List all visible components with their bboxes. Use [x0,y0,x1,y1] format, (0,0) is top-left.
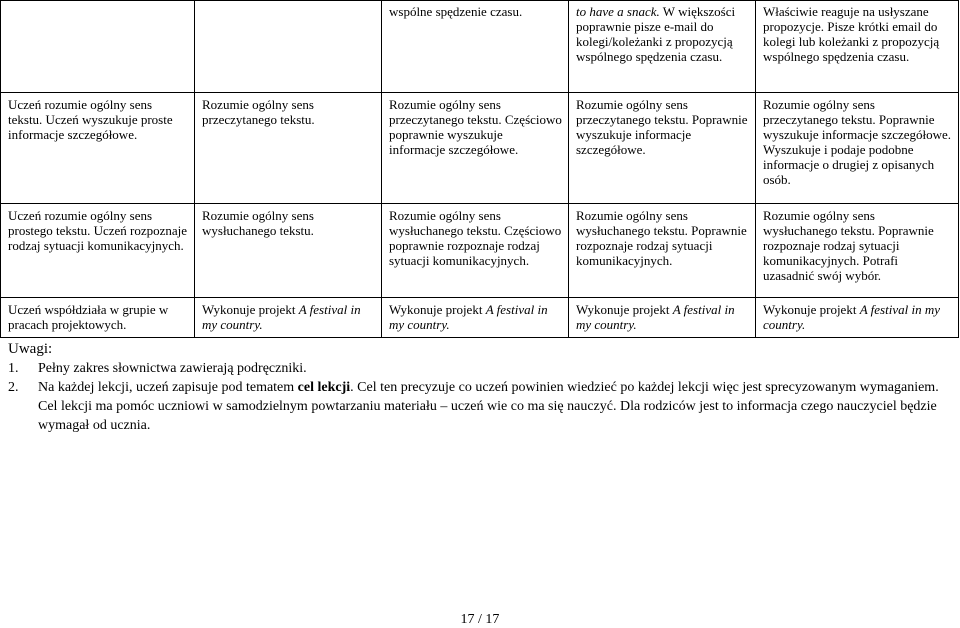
table-cell: Rozumie ogólny sens wysłuchanego tekstu. Częściowo poprawnie rozpoznaje rodzaj sytuacji komunikacyjnych. [382,204,569,298]
italic-phrase: to have a snack. [576,4,660,19]
note-number: 2. [8,380,19,395]
project-title: A festival in my country. [202,302,361,332]
table-row [1,204,959,298]
notes-heading: Uwagi: [8,341,53,357]
notes-section [8,340,948,435]
table-cell: Uczeń rozumie ogólny sens tekstu. Uczeń wyszukuje proste informacje szczegółowe. [1,93,195,204]
note-text: Pełny zakres słownictwa zawierają podręczniki. [38,361,307,376]
table-cell: to have a snack. W większości poprawnie pisze e-mail do kolegi/koleżanki z propozycją wspólnego spędzenia czasu. [569,1,756,93]
table-cell: Wykonuje projekt A festival in my country. [382,298,569,338]
table-cell: Rozumie ogólny sens przeczytanego tekstu. Poprawnie wyszukuje informacje szczegółowe. Wyszukuje i podaje podobne informacje o drugiej z opisanych osób. [756,93,959,204]
table-row [1,93,959,204]
table-cell: Wykonuje projekt A festival in my country. [756,298,959,338]
table-cell [1,1,195,93]
table-cell: Rozumie ogólny sens przeczytanego tekstu. Poprawnie wyszukuje informacje szczegółowe. [569,93,756,204]
table-cell: Rozumie ogólny sens wysłuchanego tekstu. Poprawnie rozpoznaje rodzaj sytuacji komunikacyjnych. [569,204,756,298]
bold-term: cel lekcji [297,380,351,395]
table-cell [195,1,382,93]
note-number: 1. [8,361,19,376]
table-cell: Rozumie ogólny sens przeczytanego tekstu. Częściowo poprawnie wyszukuje informacje szczegółowe. [382,93,569,204]
table-cell: Wykonuje projekt A festival in my country. [569,298,756,338]
note-item [8,359,948,378]
note-text: Na każdej lekcji, uczeń zapisuje pod tematem cel lekcji. Cel ten precyzuje co uczeń powinien wiedzieć po każdej lekcji więc jest sprecyzowanym wymaganiem. Cel lekcji ma pomóc uczniowi w samodzielnym powtarzaniu materiału – uczeń wie co ma się nauczyć. Dla rodziców jest to informacja czego nauczyciel będzie wymagał od ucznia. [38,380,939,433]
table-cell: wspólne spędzenie czasu. [382,1,569,93]
project-title: A festival in my country. [763,302,940,332]
project-title: A festival in my country. [576,302,735,332]
project-title: A festival in my country. [389,302,548,332]
table-row [1,1,959,93]
table-cell: Wykonuje projekt A festival in my country. [195,298,382,338]
table-cell: Uczeń współdziała w grupie w pracach projektowych. [1,298,195,338]
table-cell: Rozumie ogólny sens przeczytanego tekstu. [195,93,382,204]
table-row [1,298,959,338]
table-cell: Właściwie reaguje na usłyszane propozycje. Pisze krótki email do kolegi lub koleżanki z propozycją wspólnego spędzenia czasu. [756,1,959,93]
note-item [8,378,948,435]
page-number: 17 / 17 [460,612,500,627]
table-cell: Rozumie ogólny sens wysłuchanego tekstu. Poprawnie rozpoznaje rodzaj sytuacji komunikacyjnych. Potrafi uzasadnić swój wybór. [756,204,959,298]
table-cell: Uczeń rozumie ogólny sens prostego tekstu. Uczeń rozpoznaje rodzaj sytuacji komunikacyjnych. [1,204,195,298]
table-cell: Rozumie ogólny sens wysłuchanego tekstu. [195,204,382,298]
